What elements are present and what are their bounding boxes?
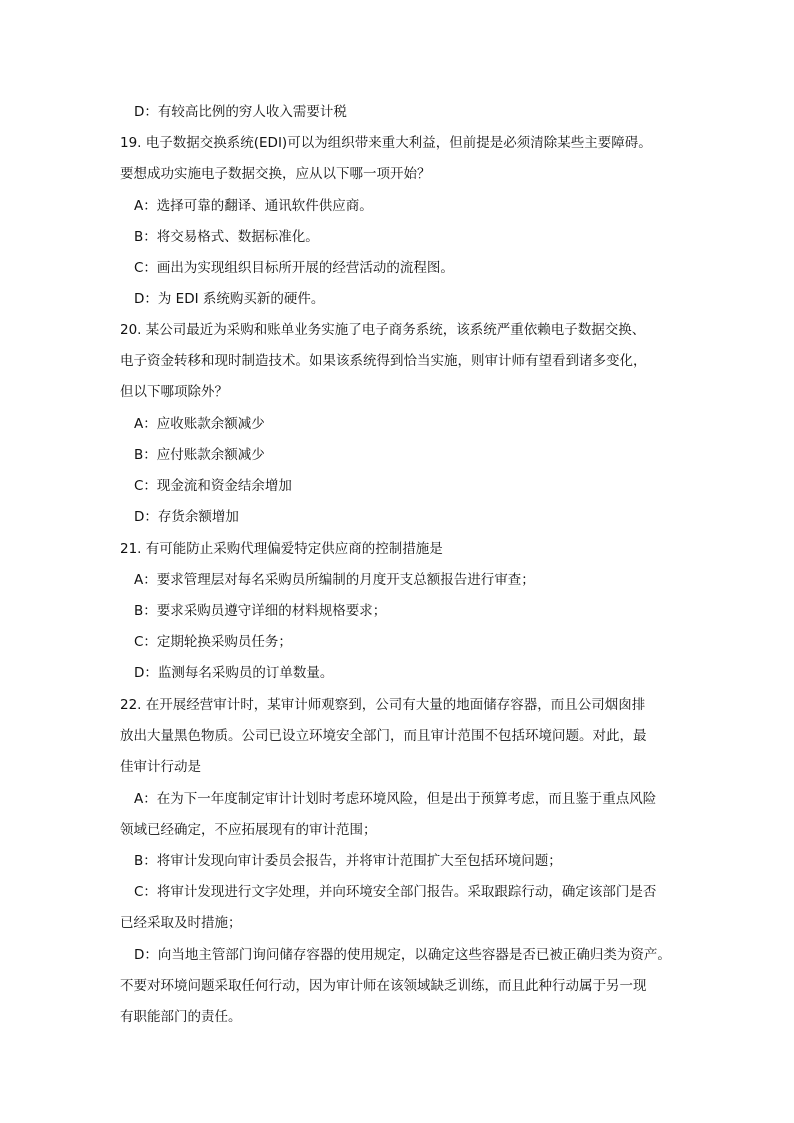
q22-option-d-line-2: 不要对环境问题采取任何行动，因为审计师在该领域缺乏训练，而且此种行动属于另一现 — [120, 978, 647, 994]
question-20-line-2: 电子资金转移和现时制造技术。如果该系统得到恰当实施，则审计师有望看到诸多变化， — [120, 353, 647, 369]
q22-option-d-line-1: D：向当地主管部门询问储存容器的使用规定，以确定这些容器是否已被正确归类为资产。 — [134, 947, 671, 963]
q21-option-d: D：监测每名采购员的订单数量。 — [134, 665, 334, 681]
q19-option-b: B：将交易格式、数据标准化。 — [134, 229, 319, 245]
q22-option-c-line-2: 已经采取及时措施； — [120, 915, 242, 931]
q19-option-c: C：画出为实现组织目标所开展的经营活动的流程图。 — [134, 260, 454, 276]
q20-option-c: C：现金流和资金结余增加 — [134, 478, 292, 494]
q20-option-b: B：应付账款余额减少 — [134, 447, 265, 463]
q22-option-a-line-2: 领域已经确定，不应拓展现有的审计范围； — [120, 822, 377, 838]
q21-option-b: B：要求采购员遵守详细的材料规格要求； — [134, 603, 387, 619]
q20-option-a: A：应收账款余额减少 — [134, 416, 265, 432]
question-19-line-1: 19. 电子数据交换系统(EDI)可以为组织带来重大利益，但前提是必须清除某些主要障碍。 — [120, 135, 652, 151]
question-20-line-3: 但以下哪项除外？ — [120, 384, 228, 400]
q21-option-a: A：要求管理层对每名采购员所编制的月度开支总额报告进行审查； — [134, 572, 535, 588]
q21-option-c: C：定期轮换采购员任务； — [134, 634, 292, 650]
question-22-line-2: 放出大量黑色物质。公司已设立环境安全部门，而且审计范围不包括环境问题。对此，最 — [120, 728, 647, 744]
q20-option-d: D：存货余额增加 — [134, 509, 239, 525]
q19-option-a: A：选择可靠的翻译、通讯软件供应商。 — [134, 198, 373, 214]
q22-option-d-line-3: 有职能部门的责任。 — [120, 1009, 242, 1025]
q19-option-d: D：为 EDI 系统购买新的硬件。 — [134, 291, 325, 307]
question-19-line-2: 要想成功实施电子数据交换，应从以下哪一项开始？ — [120, 166, 431, 182]
q22-option-b: B：将审计发现向审计委员会报告，并将审计范围扩大至包括环境问题； — [134, 853, 562, 869]
q22-option-c-line-1: C：将审计发现进行文字处理，并向环境安全部门报告。采取跟踪行动，确定该部门是否 — [134, 884, 657, 900]
question-20-line-1: 20. 某公司最近为采购和账单业务实施了电子商务系统，该系统严重依赖电子数据交换、 — [120, 322, 646, 338]
question-21-line-1: 21. 有可能防止采购代理偏爱特定供应商的控制措施是 — [120, 541, 443, 557]
option-d-line: D：有较高比例的穷人收入需要计税 — [134, 104, 347, 120]
q22-option-a-line-1: A：在为下一年度制定审计计划时考虑环境风险，但是出于预算考虑，而且鉴于重点风险 — [134, 791, 657, 807]
question-22-line-1: 22. 在开展经营审计时，某审计师观察到，公司有大量的地面储存容器，而且公司烟囱排 — [120, 697, 646, 713]
question-22-line-3: 佳审计行动是 — [120, 759, 201, 775]
